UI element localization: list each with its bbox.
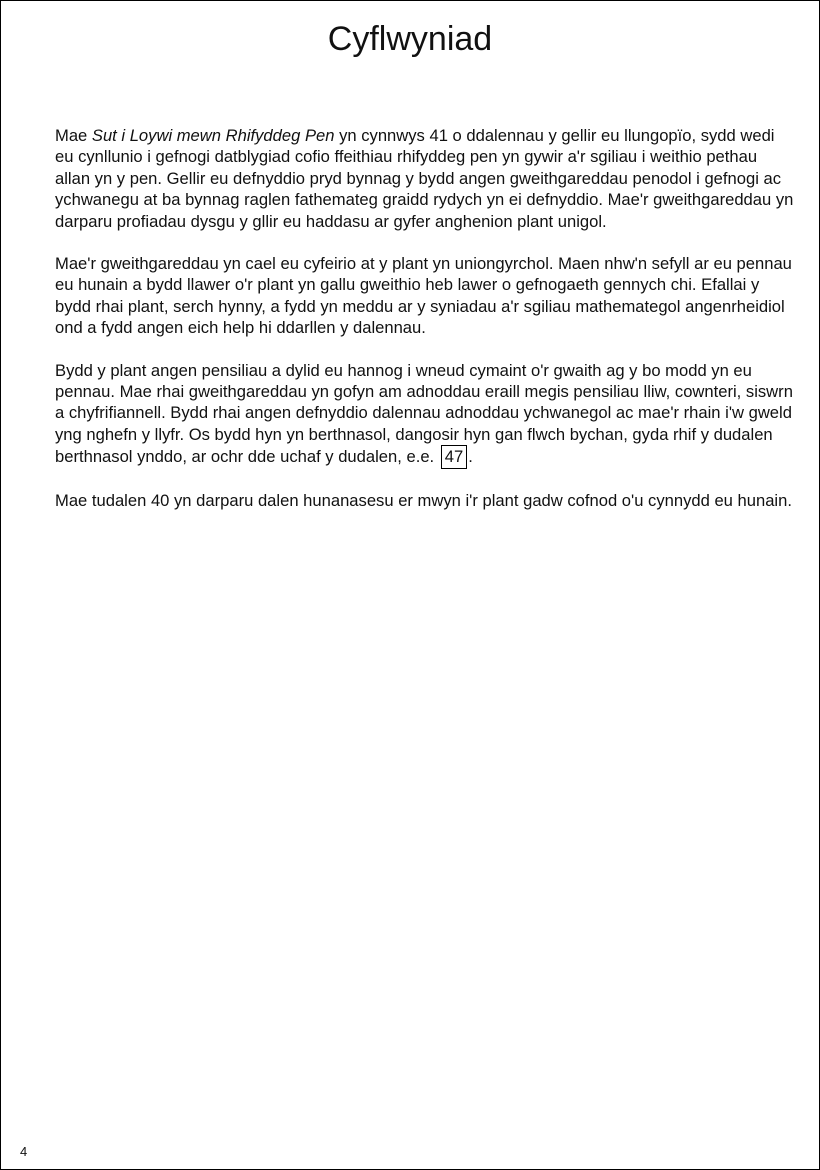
book-title: Sut i Loywi mewn Rhifyddeg Pen (91, 126, 335, 145)
paragraph-activities: Mae'r gweithgareddau yn cael eu cyfeirio at y plant yn uniongyrchol. Maen nhw'n sefyll ar eu pennau eu hunain a bydd llawer o'r plant yn gallu gweithio heb lawer o gefnogaeth gennych chi. Efallai y bydd rhai plant, serch hynny, a fydd yn meddu ar y syniadau a'r sgiliau mathemategol angenrheidiol ond a fydd angen eich help hi ddarllen y dalennau. (55, 254, 792, 338)
page-number: 4 (20, 1144, 28, 1159)
paragraph-resources-suffix: . (468, 447, 473, 467)
paragraph-resources (55, 360, 795, 470)
body-text (55, 125, 795, 512)
paragraph-intro-prefix: Mae (55, 126, 92, 145)
paragraph-resources-text: Bydd y plant angen pensiliau a dylid eu hannog i wneud cymaint o'r gwaith ag y bo modd yn eu pennau. Mae rhai gweithgareddau yn gofyn am adnoddau eraill megis pensiliau lliw, cownteri, siswrn a chyfrifiannell. Bydd rhai angen defnyddio dalennau adnoddau ychwanegol ac mae'r rhain i'w gweld yng nghefn y llyfr. Os bydd hyn yn berthnasol, dangosir hyn gan flwch bychan, gyda rhif y dudalen berthnasol ynddo, ar ochr dde uchaf y dudalen, e.e. (55, 360, 793, 467)
page-reference-box: 47 (441, 445, 467, 469)
page-title: Cyflwyniad (327, 20, 493, 58)
paragraph-intro (55, 125, 795, 232)
paragraph-intro-text: yn cynnwys 41 o ddalennau y gellir eu llungopïo, sydd wedi eu cynllunio i gefnogi datblygiad cofio ffeithiau rhifyddeg pen yn gywir a'r sgiliau i weithio pethau allan yn y pen. Gellir eu defnyddio pryd bynnag y bydd angen gweithgareddau penodol i gefnogi ac ychwanegu at ba bynnag raglen fathemateg graidd rydych yn ei defnyddio. Mae'r gweithgareddau yn darparu profiadau dysgu y gllir eu haddasu ar gyfer anghenion plant unigol. (55, 126, 794, 231)
paragraph-self-assessment: Mae tudalen 40 yn darparu dalen hunanasesu er mwyn i'r plant gadw cofnod o'u cynnydd eu hunain. (55, 491, 792, 511)
